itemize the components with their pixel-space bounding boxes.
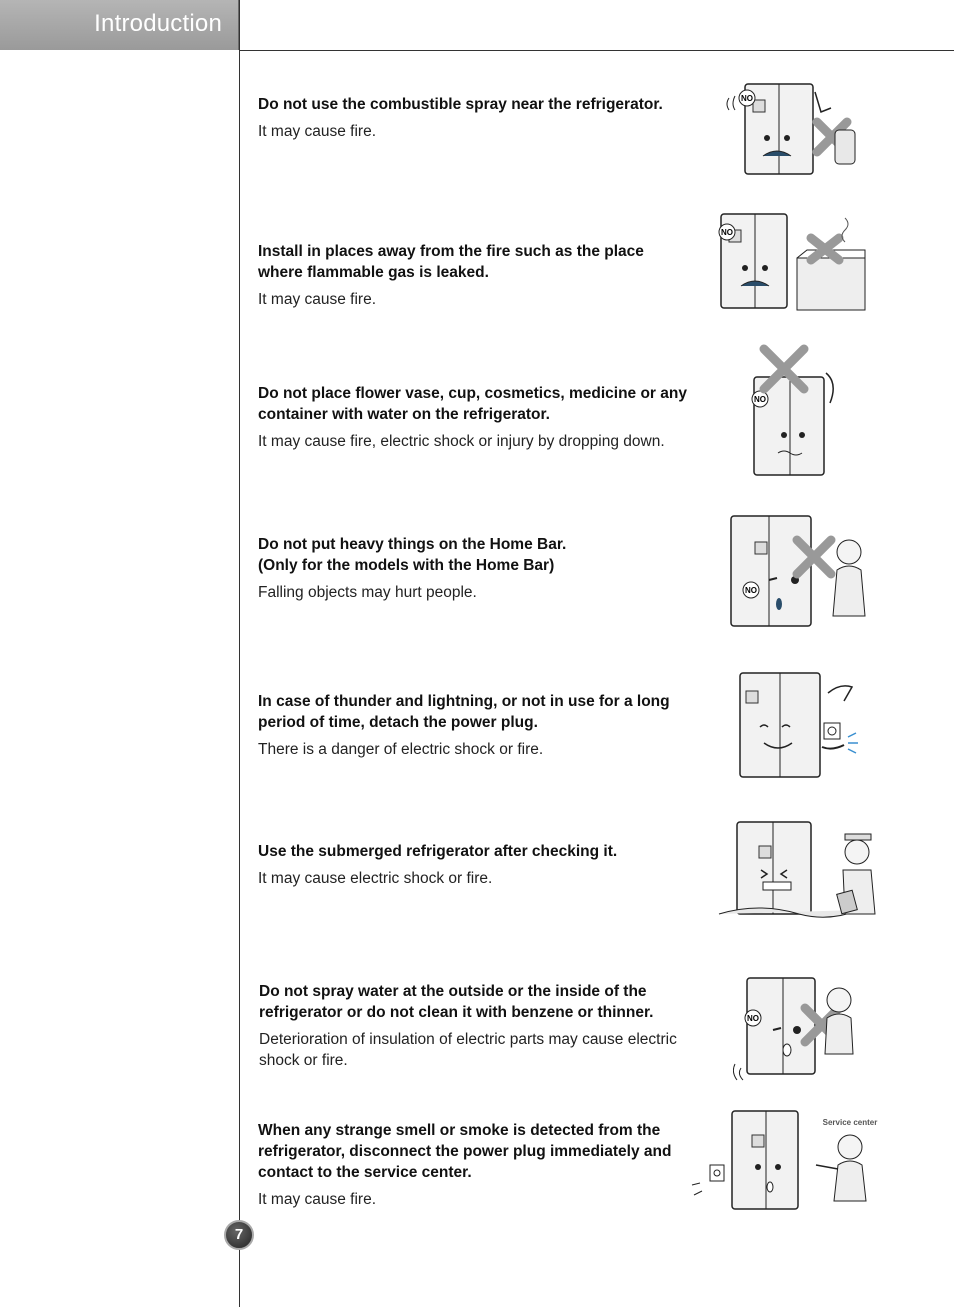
warning-title: Install in places away from the fire such as the place where flammable gas is leaked. [258,243,644,281]
service-center-icon [690,1105,880,1215]
water-spray-icon [733,960,863,1085]
svg-text:NO: NO [754,395,766,404]
margin-rule [239,0,240,1307]
warning-item-flammable-gas [258,241,678,310]
flower-vase-icon [740,343,845,478]
gas-stove-icon [705,208,870,313]
warning-description: There is a danger of electric shock or fire. [258,741,544,758]
section-title: Introduction [94,10,222,37]
warning-title: Do not put heavy things on the Home Bar. (Only for the models with the Home Bar) [258,536,567,574]
warning-title: Do not spray water at the outside or the inside of the refrigerator or do not clean it with benzene or thinner. [259,983,654,1021]
svg-text:NO: NO [721,228,733,237]
home-bar-icon [725,510,870,630]
warning-item-home-bar [258,534,598,603]
flood-repairman-icon [715,818,880,933]
warning-title: When any strange smell or smoke is detected from the refrigerator, disconnect the power plug immediately and contact to the service center. [258,1122,672,1181]
warning-item-submerged [258,841,708,889]
warning-title: Do not place flower vase, cup, cosmetics, medicine or any container with water on the refrigerator. [258,385,687,423]
spray-can-icon [725,78,865,178]
svg-text:NO: NO [747,1014,759,1023]
power-plug-icon [730,667,865,782]
warning-title: Do not use the combustible spray near the refrigerator. [258,96,663,113]
warning-title: In case of thunder and lightning, or not in use for a long period of time, detach the power plug. [258,693,670,731]
warning-item-power-plug [258,691,698,760]
section-tab [0,0,239,50]
service-center-label: Service center [822,1118,878,1127]
warning-description: It may cause fire. [258,1191,377,1208]
warning-item-strange-smell [258,1120,693,1210]
warning-item-water-spray [259,981,704,1071]
warning-description: It may cause fire. [258,123,377,140]
page-number-badge: 7 [224,1220,254,1250]
svg-text:NO: NO [745,586,757,595]
no-label: NO [741,94,753,103]
header-rule [239,50,954,51]
warning-description: It may cause fire, electric shock or injury by dropping down. [258,433,665,450]
warning-description: It may cause electric shock or fire. [258,870,493,887]
warning-item-water-container [258,383,698,452]
warning-item-combustible-spray [258,94,708,142]
warning-description: It may cause fire. [258,291,377,308]
warning-description: Falling objects may hurt people. [258,584,477,601]
warning-description: Deterioration of insulation of electric parts may cause electric shock or fire. [259,1031,677,1069]
warning-title: Use the submerged refrigerator after checking it. [258,843,618,860]
